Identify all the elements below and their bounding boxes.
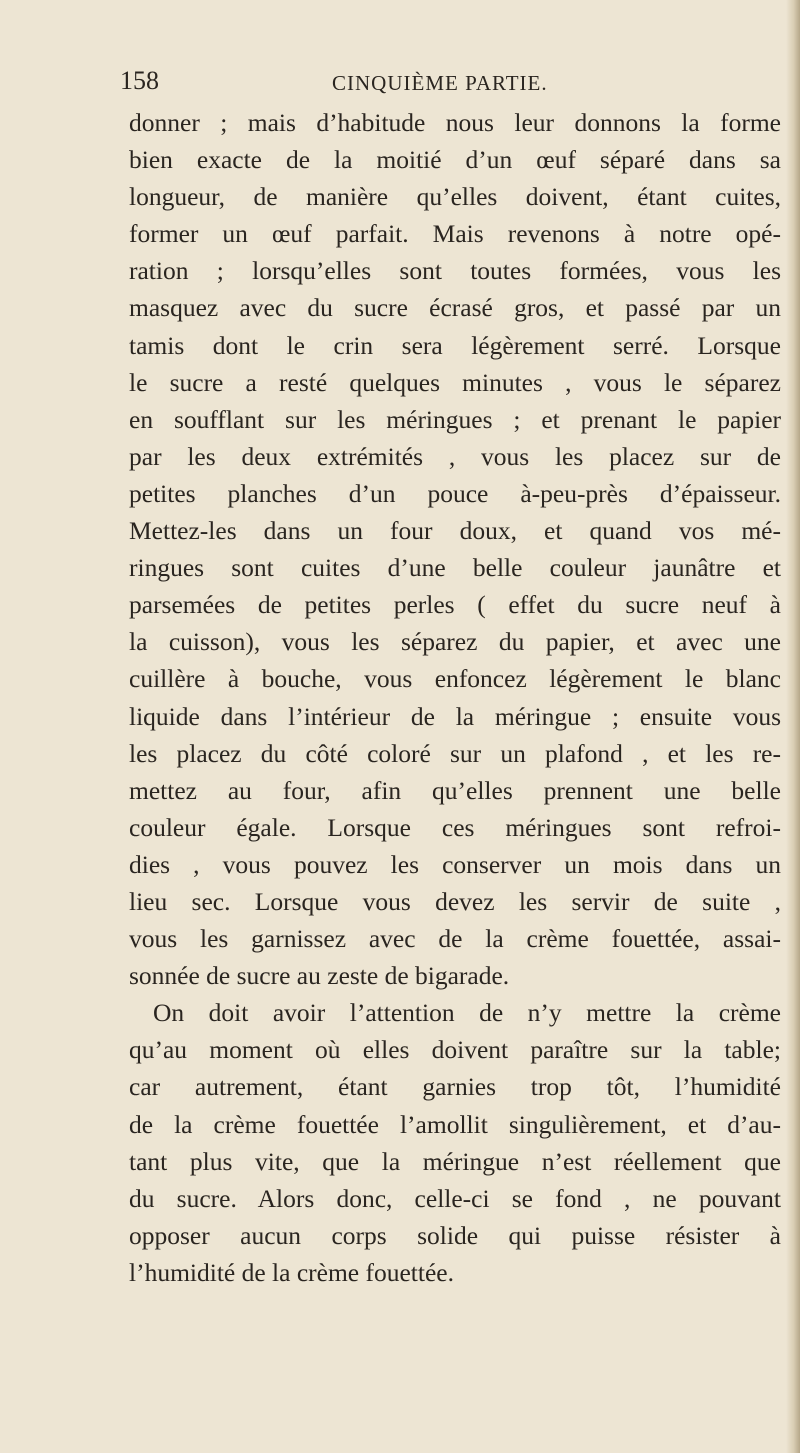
- page-edge-shadow: [786, 0, 800, 1453]
- text-line: en soufflant sur les méringues ; et prenant le papier: [129, 404, 781, 434]
- text-line: de la crème fouettée l’amollit singulièrement, et d’au-: [129, 1109, 781, 1139]
- body-text: [129, 104, 781, 1291]
- text-line: lieu sec. Lorsque vous devez les servir de suite ,: [129, 886, 781, 916]
- text-line: du sucre. Alors donc, celle-ci se fond , ne pouvant: [129, 1183, 781, 1213]
- text-line: donner ; mais d’habitude nous leur donnons la forme: [129, 108, 781, 137]
- text-line: liquide dans l’intérieur de la méringue ; ensuite vous: [129, 701, 781, 731]
- text-line: tant plus vite, que la méringue n’est réellement que: [129, 1146, 781, 1176]
- text-line: ration ; lorsqu’elles sont toutes formées, vous les: [129, 256, 781, 286]
- text-line: longueur, de manière qu’elles doivent, étant cuites,: [129, 182, 781, 212]
- text-line: le sucre a resté quelques minutes , vous le séparez: [129, 367, 781, 397]
- text-line: masquez avec du sucre écrasé gros, et passé par un: [129, 293, 781, 323]
- text-line: tamis dont le crin sera légèrement serré. Lorsque: [129, 330, 781, 360]
- text-line: par les deux extrémités , vous les placez sur de: [129, 441, 781, 471]
- text-line: Mettez-les dans un four doux, et quand vos mé-: [129, 516, 781, 546]
- page-number: 158: [120, 66, 159, 95]
- text-line: parsemées de petites perles ( effet du sucre neuf à: [129, 590, 781, 620]
- text-line: vous les garnissez avec de la crème fouettée, assai-: [129, 924, 781, 954]
- page-header: [120, 66, 780, 106]
- text-line: ringues sont cuites d’une belle couleur jaunâtre et: [129, 553, 781, 583]
- text-line: car autrement, étant garnies trop tôt, l’humidité: [129, 1072, 781, 1102]
- text-line: On doit avoir l’attention de n’y mettre la crème: [153, 998, 781, 1028]
- text-line: les placez du côté coloré sur un plafond , et les re-: [129, 738, 781, 768]
- text-line: former un œuf parfait. Mais revenons à notre opé-: [129, 219, 781, 249]
- text-line: qu’au moment où elles doivent paraître sur la table;: [129, 1035, 781, 1065]
- text-line: sonnée de sucre au zeste de bigarade.: [129, 961, 510, 991]
- text-line: mettez au four, afin qu’elles prennent une belle: [129, 775, 781, 805]
- text-line: dies , vous pouvez les conserver un mois dans un: [129, 849, 781, 879]
- text-line: opposer aucun corps solide qui puisse résister à: [129, 1220, 781, 1250]
- running-head: CINQUIÈME PARTIE.: [332, 71, 548, 95]
- text-line: bien exacte de la moitié d’un œuf séparé dans sa: [129, 145, 781, 175]
- text-line: la cuisson), vous les séparez du papier, et avec une: [129, 627, 781, 657]
- text-line: cuillère à bouche, vous enfoncez légèrement le blanc: [129, 664, 781, 694]
- text-line: couleur égale. Lorsque ces méringues sont refroi-: [129, 812, 781, 842]
- text-line: petites planches d’un pouce à-peu-près d’épaisseur.: [129, 478, 781, 508]
- text-line: l’humidité de la crème fouettée.: [129, 1257, 454, 1287]
